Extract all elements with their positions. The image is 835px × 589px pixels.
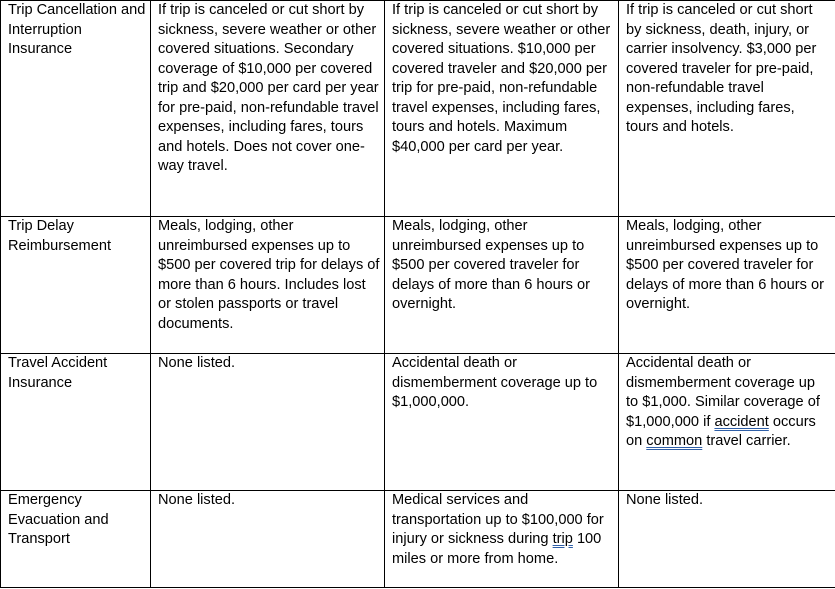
table-row xyxy=(1,354,835,491)
table-cell: If trip is canceled or cut short by sickness, death, injury, or carrier insolvency. $3,000 per covered traveler for pre-paid, non-refundable travel expenses, including fares, tours and hotels. xyxy=(619,1,835,217)
table-cell: Meals, lodging, other unreimbursed expenses up to $500 per covered traveler for delays of more than 6 hours or overnight. xyxy=(385,217,619,354)
table-cell: Accidental death or dismemberment coverage up to $1,000,000. xyxy=(385,354,619,491)
grammar-flagged-word[interactable]: trip xyxy=(552,531,573,547)
table-row xyxy=(1,217,835,354)
table-cell: If trip is canceled or cut short by sickness, severe weather or other covered situations. $10,000 per covered traveler and $20,000 per trip for pre-paid, non-refundable travel expenses, including fares, tours and hotels. Maximum $40,000 per card per year. xyxy=(385,1,619,217)
cell-text: 100 miles or more from home. xyxy=(392,531,602,567)
cell-text: occurs on xyxy=(626,413,816,449)
row-category-cell: Trip Delay Reimbursement xyxy=(1,217,151,354)
table-cell: Meals, lodging, other unreimbursed expenses up to $500 per covered trip for delays of more than 6 hours. Includes lost or stolen passports or travel documents. xyxy=(151,217,385,354)
table-cell: If trip is canceled or cut short by sickness, severe weather or other covered situations. Secondary coverage of $10,000 per covered trip and $20,000 per card per year for pre-paid, non-refundable travel expenses, including fares, tours and hotels. Does not cover one-way travel. xyxy=(151,1,385,217)
grammar-flagged-word[interactable]: common xyxy=(646,433,703,449)
table-cell: None listed. xyxy=(151,354,385,491)
cell-text: Accidental death or dismemberment coverage up to $1,000. Similar coverage of $1,000,000 if xyxy=(626,355,820,430)
table-cell xyxy=(619,354,835,491)
cell-text: travel carrier. xyxy=(702,433,791,449)
row-category-cell: Trip Cancellation and Interruption Insurance xyxy=(1,1,151,217)
row-category-cell: Emergency Evacuation and Transport xyxy=(1,491,151,588)
table-cell: None listed. xyxy=(619,491,835,588)
table-cell: Meals, lodging, other unreimbursed expenses up to $500 per covered traveler for delays of more than 6 hours or overnight. xyxy=(619,217,835,354)
table-cell: None listed. xyxy=(151,491,385,588)
table-row xyxy=(1,1,835,217)
grammar-flagged-word[interactable]: accident xyxy=(714,413,769,430)
cell-text: Medical services and transportation up to $100,000 for injury or sickness during xyxy=(392,492,604,547)
row-category-cell: Travel Accident Insurance xyxy=(1,354,151,491)
table-cell xyxy=(385,491,619,588)
table-row xyxy=(1,491,835,588)
